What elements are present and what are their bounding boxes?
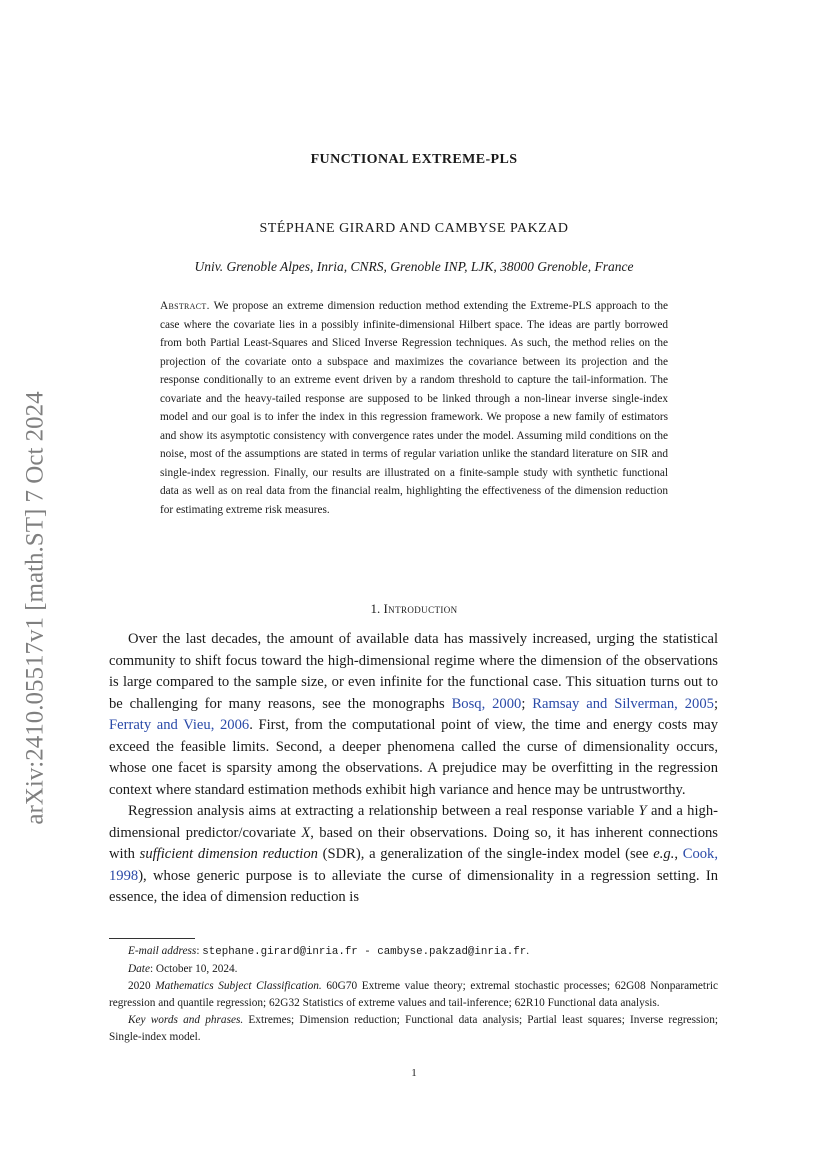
footnote-keywords [109,1012,718,1046]
citation-link[interactable]: Ferraty and Vieu, 2006 [109,717,250,733]
intro-paragraph-2 [109,801,718,909]
footnotes [109,943,718,1046]
footnote-text: . [526,945,530,957]
footnote-label: Key words and phrases. [128,1014,244,1026]
section-title: Introduction [383,601,458,616]
citation-link[interactable]: Bosq, 2000 [451,695,522,712]
paragraph-text: ; [713,695,718,712]
footnote-text: 60G70 Extreme value theory; extremal stochastic processes; 62G08 Nonparametric regression and quantile regression; 62G32 Statistics of extreme values and tail-inference; 62R10 Functional data analysis. [109,980,718,1009]
footnote-text: : October 10, 2024. [149,963,238,975]
section-number: 1. [370,601,381,616]
paragraph-text: . First, from the computational point of view, the time and energy costs may exceed the feasible limits. Second, a deeper phenomena called the curse of dimensionality occurs, whose one facet is sparsity among the observations. A prejudice may be overfitting in the regression context where standard estimation methods exhibit high variance and hence may be untrustworthy. [109,717,718,798]
abstract-heading: Abstract. [160,300,210,312]
abstract [160,297,668,519]
paragraph-text: (SDR), a generalization of the single-index model (see [317,846,654,862]
paragraph-text: , based on their observations. Doing so, it has inherent connections with [109,824,718,862]
emphasis-text: sufficient dimension reduction [139,846,318,862]
footnote-rule [109,938,195,939]
body-text [109,629,718,909]
math-symbol: X [301,824,311,841]
footnote-email [109,943,718,961]
abstract-text: We propose an extreme dimension reduction method extending the Extreme-PLS approach to the case where the covariate lies in a possibly infinite-dimensional Hilbert space. The ideas are partly borrowed from both Partial Least-Squares and Sliced Inverse Regression techniques. As such, the method relies on the projection of the covariate onto a subspace and maximizes the covariance between its projection and the response conditionally to an extreme event driven by a random threshold to capture the tail-information. The covariate and the heavy-tailed response are supposed to be linked through a non-linear inverse single-index model and our goal is to infer the index in this regression framework. We propose a new family of estimators and show its asymptotic consistency with convergence rates under the model. Assuming mild conditions on the noise, most of the assumptions are stated in terms of regular variation unlike the standard literature on SIR and single-index regression. Finally, our results are illustrated on a finite-sample study with synthetic functional data as well as on real data from the financial realm, highlighting the effectiveness of the dimension reduction for estimating extreme risk measures. [160,300,668,516]
citation-link[interactable]: Ramsay and Silverman, 2005 [532,695,714,712]
paragraph-text: , [674,846,683,862]
paragraph-text: ), whose generic purpose is to alleviate the curse of dimensionality in a regression setting. In essence, the idea of dimension reduction is [109,867,718,905]
email-address[interactable]: stephane.girard@inria.fr - cambyse.pakzad@inria.fr [202,946,527,958]
citation-link[interactable]: Cook, 1998 [109,846,719,884]
footnote-text: 2020 [128,980,156,992]
paper-authors: STÉPHANE GIRARD AND CAMBYSE PAKZAD [259,221,569,236]
paragraph-text: ; [521,695,533,712]
arxiv-identifier: arXiv:2410.05517v1 [math.ST] 7 Oct 2024 [22,391,49,825]
footnote-label: Date [128,963,150,975]
footnote-text: : [196,945,203,957]
footnote-msc [109,978,718,1012]
emphasis-text: e.g. [653,846,675,862]
paragraph-text: Over the last decades, the amount of available data has massively increased, urging the statistical community to shift focus toward the high-dimensional regime where the dimension of the observations is large compared to the sample size, or even infinite for the functional case. This situation turns out to be challenging for many reasons, see the monographs [109,631,718,712]
paragraph-text: and a high-dimensional predictor/covariate [109,803,718,841]
footnote-label: E-mail address [128,945,197,957]
math-symbol: Y [638,803,647,819]
footnote-text: Extremes; Dimension reduction; Functional data analysis; Partial least squares; Inverse regression; Single-index model. [109,1014,718,1043]
paragraph-text: Regression analysis aims at extracting a relationship between a real response variable [128,803,639,819]
author-affiliation: Univ. Grenoble Alpes, Inria, CNRS, Grenoble INP, LJK, 38000 Grenoble, France [194,259,634,274]
footnote-date [109,961,718,978]
paper-title: FUNCTIONAL EXTREME-PLS [310,152,518,167]
intro-paragraph-1 [109,629,718,801]
footnote-label: Mathematics Subject Classification. [155,980,322,992]
page-number: 1 [411,1067,417,1079]
section-heading [0,601,828,617]
